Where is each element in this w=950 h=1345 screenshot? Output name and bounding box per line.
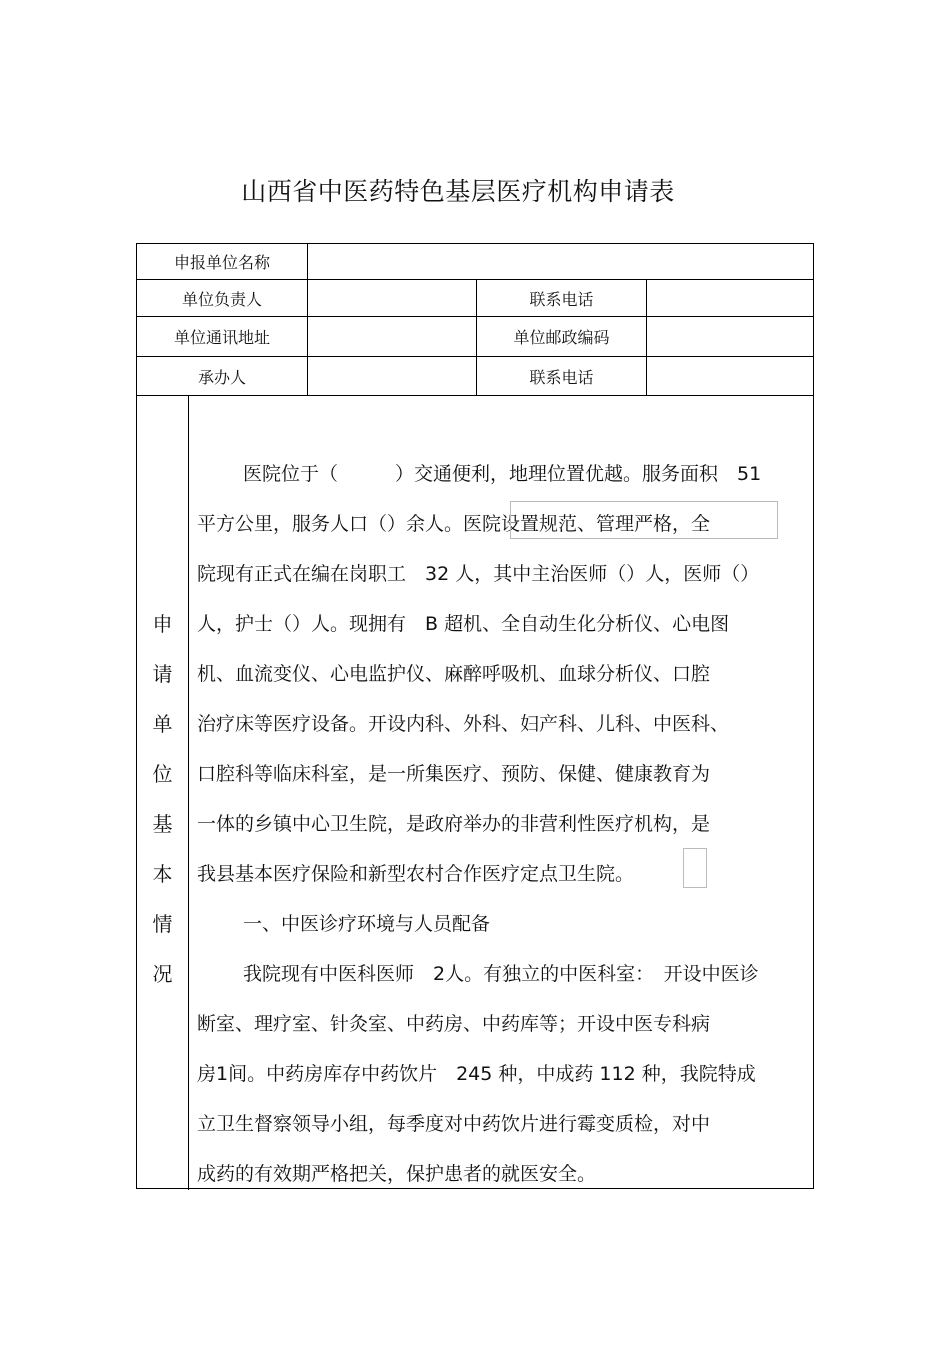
postcode-field[interactable]	[646, 317, 815, 356]
section-label-char: 本	[152, 862, 173, 886]
content-line: 机、血流变仪、心电监护仪、麻醉呼吸机、血球分析仪、口腔	[197, 663, 711, 685]
row-address	[137, 317, 813, 357]
content-line: 医院位于（ ）交通便利，地理位置优越。服务面积 51	[243, 463, 762, 485]
section-label-char: 单	[152, 712, 173, 736]
application-form	[136, 243, 814, 1189]
section-label-column	[137, 396, 189, 1190]
row-unit-head	[137, 280, 813, 317]
content-line: 成药的有效期严格把关，保护患者的就医安全。	[197, 1163, 597, 1185]
address-field[interactable]	[307, 317, 476, 356]
handler-field[interactable]	[307, 357, 476, 395]
unit-head-label: 单位负责人	[181, 289, 262, 309]
phone-field-2[interactable]	[646, 357, 815, 395]
phone-field-1[interactable]	[646, 280, 815, 316]
content-line: 我县基本医疗保险和新型农村合作医疗定点卫生院。	[197, 863, 635, 885]
content-line: 房1间。中药房库存中药饮片 245 种，中成药 112 种，我院特成	[197, 1063, 756, 1085]
row-handler	[137, 357, 813, 396]
content-line: 人，护士（）人。现拥有 B 超机、全自动生化分析仪、心电图	[197, 613, 730, 635]
unit-name-field[interactable]	[307, 244, 815, 279]
section-label-char: 请	[152, 662, 173, 686]
section-label-char: 基	[152, 812, 173, 836]
phone-label-1: 联系电话	[476, 280, 646, 316]
content-line: 立卫生督察领导小组，每季度对中药饮片进行霉变质检，对中	[197, 1113, 711, 1135]
content-line: 一体的乡镇中心卫生院，是政府举办的非营利性医疗机构，是	[197, 813, 711, 835]
content-line: 口腔科等临床科室，是一所集医疗、预防、保健、健康教育为	[197, 763, 711, 785]
section-label-char: 申	[152, 612, 173, 636]
empty-annotation-box	[683, 848, 707, 888]
unit-name-label: 申报单位名称	[173, 253, 270, 272]
section-label-char: 情	[152, 912, 173, 936]
address-label: 单位通讯地址	[173, 328, 270, 347]
section-label-char: 位	[152, 762, 173, 786]
phone-label-2: 联系电话	[476, 357, 646, 395]
section-content	[197, 396, 809, 1190]
row-unit-name	[137, 244, 813, 280]
page-title: 山西省中医药特色基层医疗机构申请表	[241, 177, 675, 206]
content-line: 断室、理疗室、针灸室、中药房、中药库等；开设中医专科病	[197, 1013, 711, 1035]
unit-head-field[interactable]	[307, 280, 476, 316]
content-line: 平方公里，服务人口（）余人。医院设置规范、管理严格，全	[197, 513, 711, 535]
content-line: 院现有正式在编在岗职工 32 人，其中主治医师（）人，医师（）	[197, 563, 760, 585]
section-label-char: 况	[152, 962, 173, 986]
handler-label: 承办人	[197, 367, 246, 387]
content-line: 我院现有中医科医师 2人。有独立的中医科室： 开设中医诊	[243, 963, 759, 985]
postcode-label: 单位邮政编码	[476, 317, 646, 356]
content-line: 治疗床等医疗设备。开设内科、外科、妇产科、儿科、中医科、	[197, 713, 730, 735]
text-annotation-box	[510, 501, 778, 539]
section-heading: 一、中医诊疗环境与人员配备	[243, 913, 491, 935]
